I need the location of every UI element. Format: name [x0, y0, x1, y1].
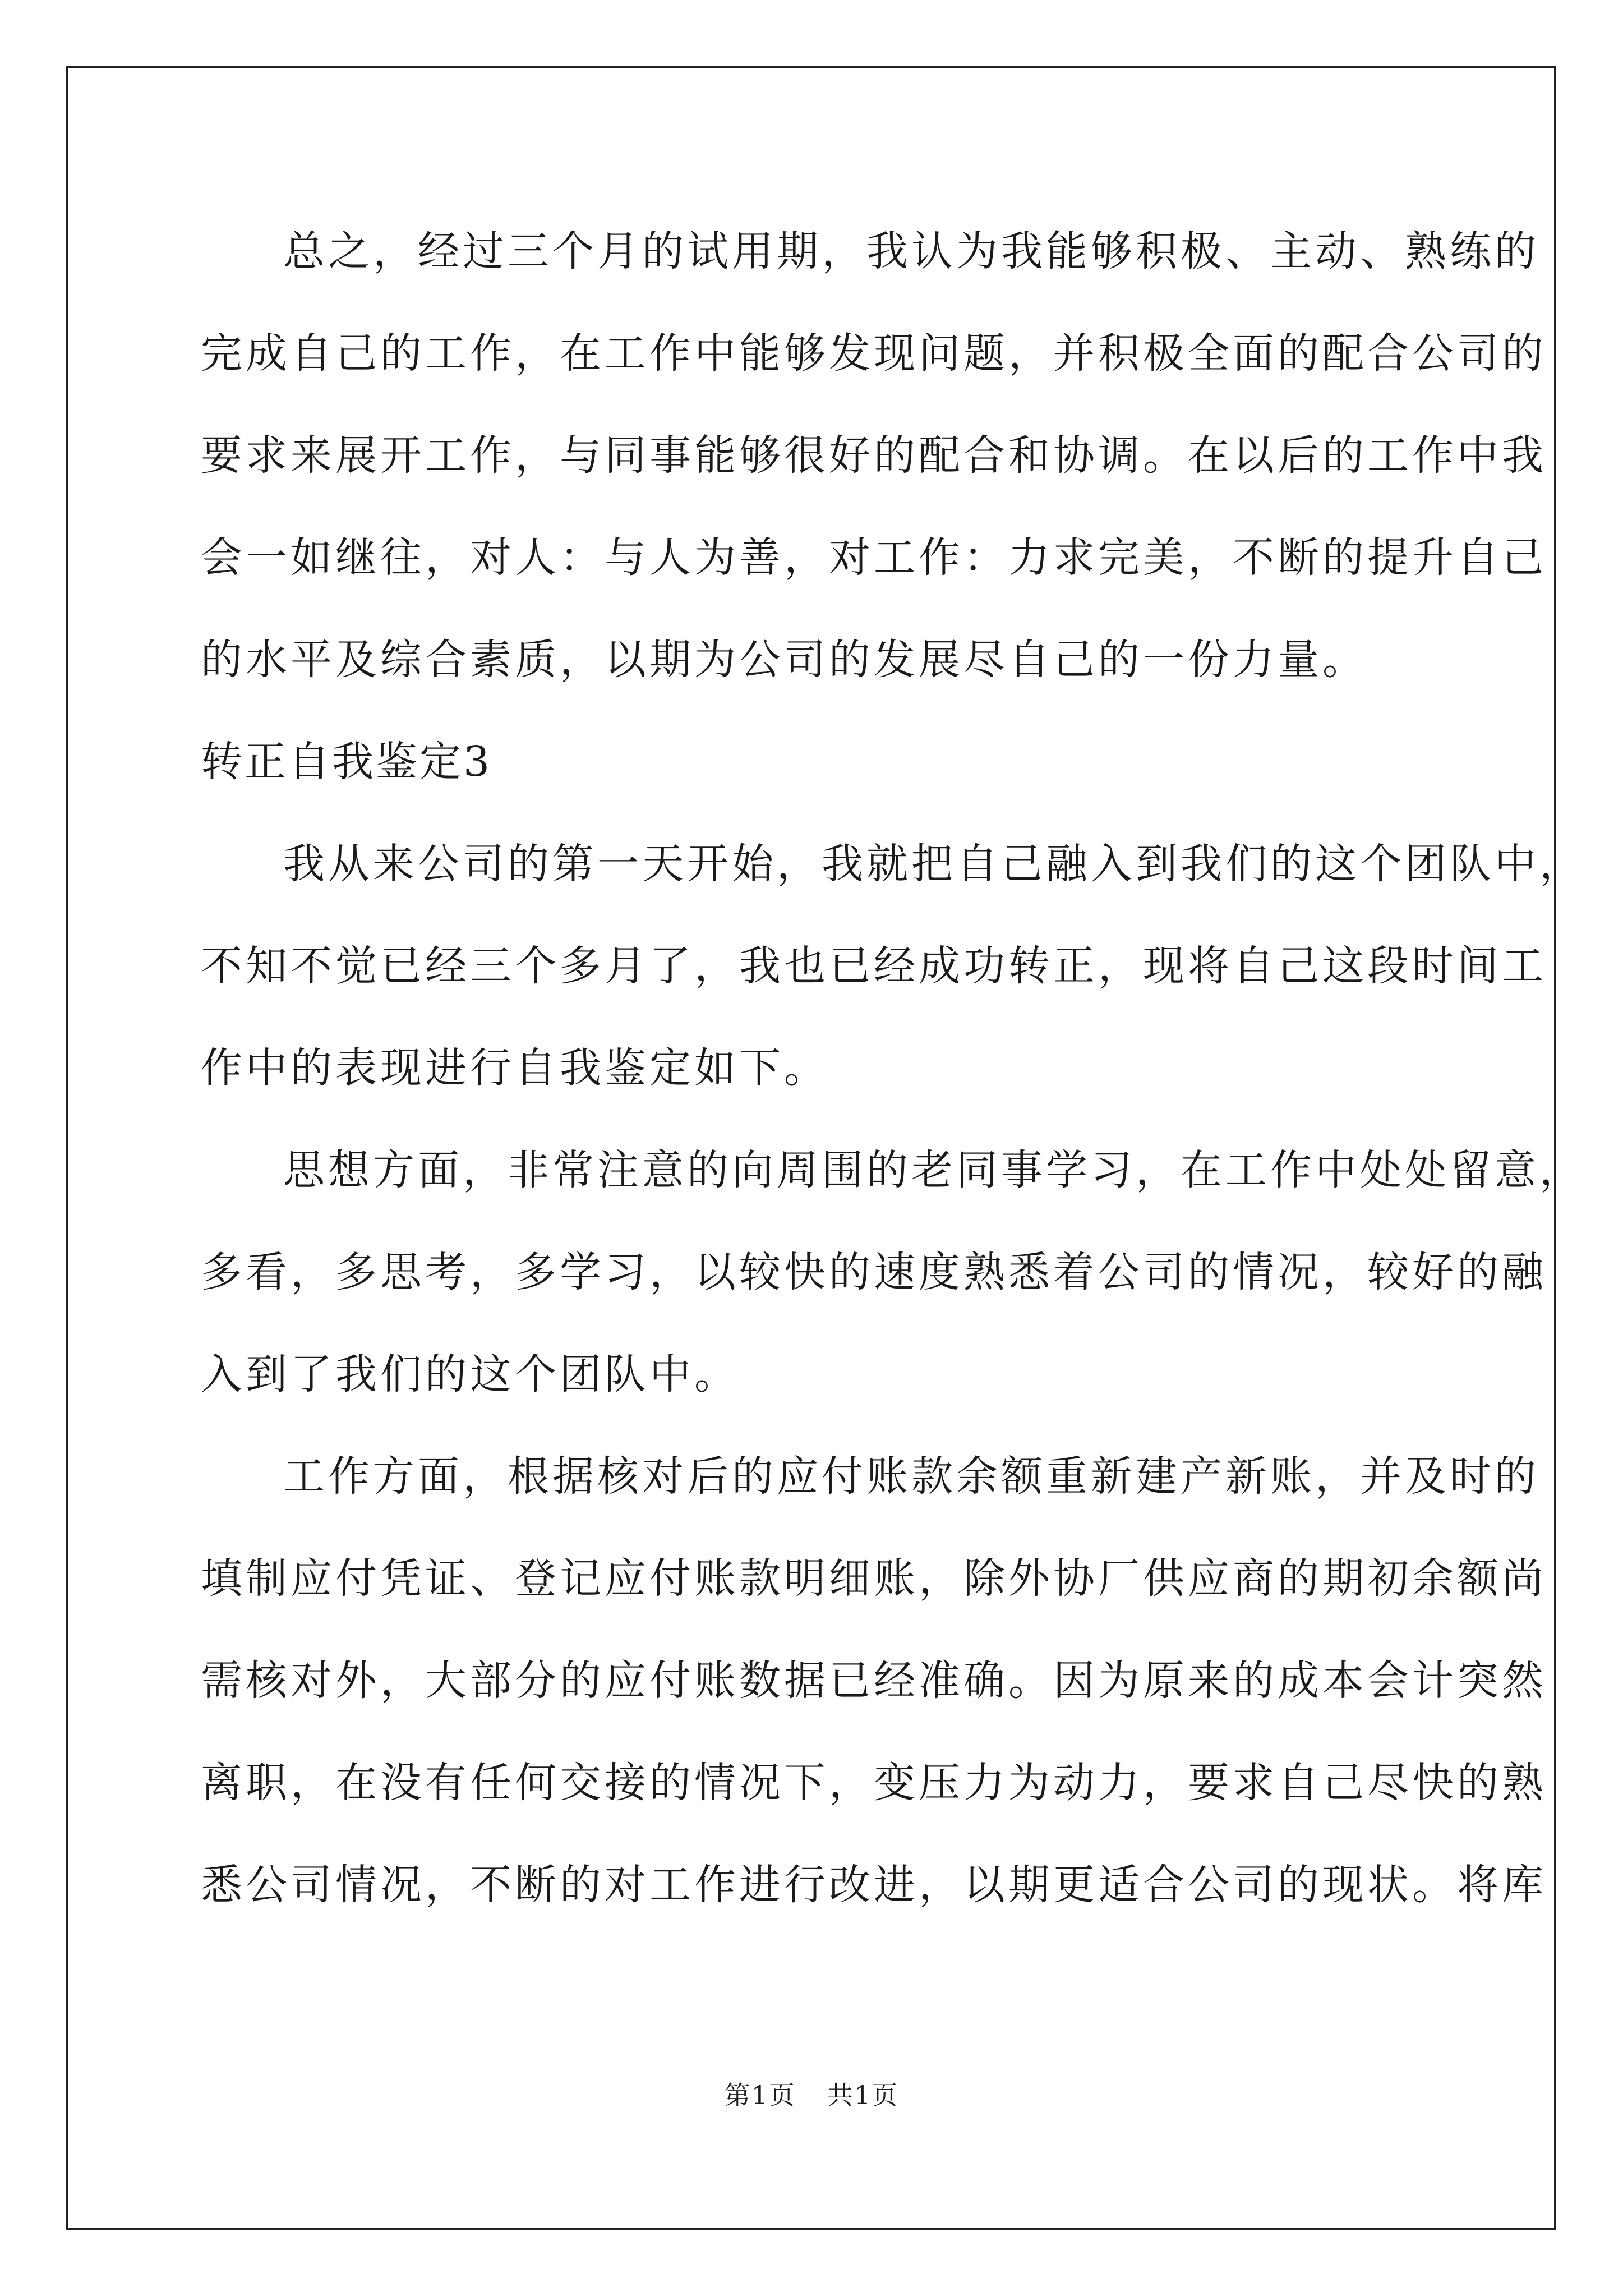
page-total: 共1页	[827, 2080, 899, 2110]
paragraph-line: 工作方面，根据核对后的应付账款余额重新建产新账，并及时的	[283, 1452, 1539, 1501]
paragraph-line: 会一如继往，对人：与人为善，对工作：力求完美，不断的提升自己	[201, 533, 1547, 582]
page-footer	[0, 2078, 1623, 2112]
paragraph-line: 作中的表现进行自我鉴定如下。	[201, 1044, 829, 1092]
paragraph-line: 悉公司情况，不断的对工作进行改进，以期更适合公司的现状。将库	[201, 1861, 1547, 1909]
paragraph-line: 完成自己的工作，在工作中能够发现问题，并积极全面的配合公司的	[201, 329, 1547, 378]
paragraph-line: 填制应付凭证、登记应付账款明细账，除外协厂供应商的期初余额尚	[201, 1554, 1547, 1603]
paragraph-line: 的水平及综合素质，以期为公司的发展尽自己的一份力量。	[201, 636, 1367, 684]
page-number: 第1页	[724, 2080, 796, 2110]
paragraph-line: 不知不觉已经三个多月了，我也已经成功转正，现将自己这段时间工	[201, 942, 1547, 990]
paragraph-line: 入到了我们的这个团队中。	[201, 1350, 739, 1398]
paragraph-line: 多看，多思考，多学习，以较快的速度熟悉着公司的情况，较好的融	[201, 1248, 1547, 1296]
paragraph-line: 思想方面，非常注意的向周围的老同事学习，在工作中处处留意，	[283, 1146, 1584, 1194]
paragraph-line: 需核对外，大部分的应付账数据已经准确。因为原来的成本会计突然	[201, 1657, 1547, 1705]
paragraph-line: 我从来公司的第一天开始，我就把自己融入到我们的这个团队中，	[283, 840, 1584, 888]
paragraph-line: 要求来展开工作，与同事能够很好的配合和协调。在以后的工作中我	[201, 431, 1547, 480]
paragraph-line: 离职，在没有任何交接的情况下，变压力为动力，要求自己尽快的熟	[201, 1759, 1547, 1807]
section-heading: 转正自我鉴定3	[201, 738, 492, 786]
paragraph-line: 总之，经过三个月的试用期，我认为我能够积极、主动、熟练的	[283, 227, 1539, 275]
